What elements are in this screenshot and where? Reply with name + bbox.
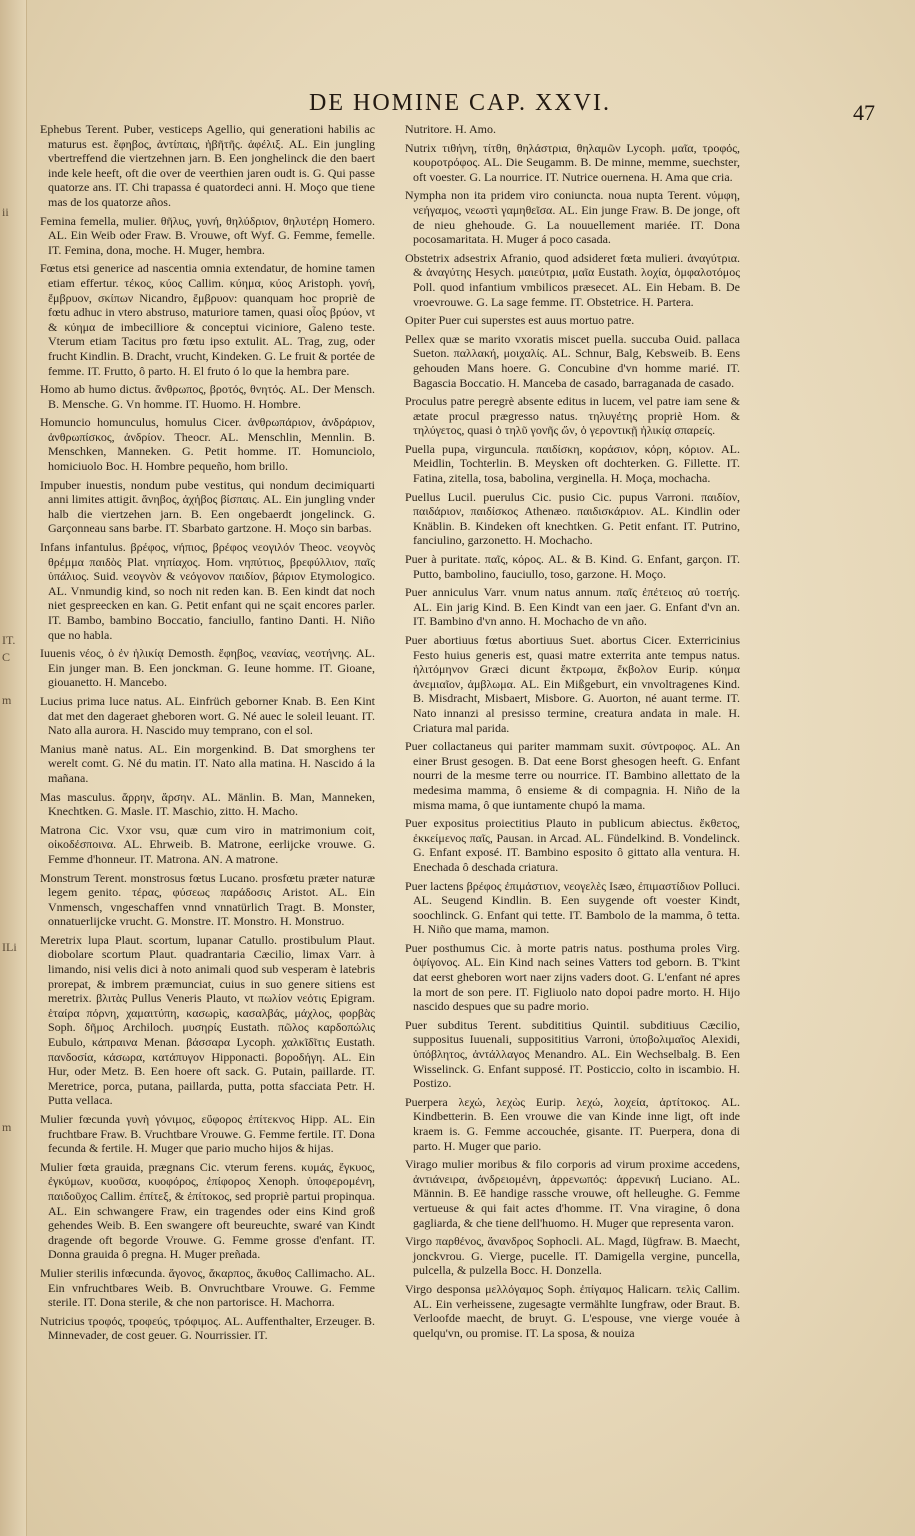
entry-headword: Femina bbox=[40, 213, 76, 228]
entry-headword: Homo bbox=[40, 382, 70, 397]
entry-text: Lucil. puerulus Cic. pusio Cic. pupus Varroni. παιδίον, παιδάριον, παιδίσκος Athenæo. παιδισκάριον. AL. Kindlin oder Knäblin. B. Kindeken oft knechtken. G. Petit enfant. IT. Putrino, fanciulino, garzonetto. H. Mochacho. bbox=[413, 489, 740, 548]
entry-headword: Puer lactens bbox=[405, 878, 464, 893]
entry-headword: Mulier fœcunda bbox=[40, 1112, 121, 1126]
entry-text: non ita pridem viro coniuncta. noua nupta Terent. νύμφη, νεήγαμος, νεωστὶ γαμηθεῖσα. AL. Ein junge Fraw. B. De jonge, oft de nieu ghehoude. G. La nouuellement mariée. IT. Dona pocosamaritata. H. Muger á poco casada. bbox=[413, 188, 740, 247]
dictionary-entry bbox=[405, 1018, 740, 1091]
running-head: DE HOMINE CAP. XXVI. bbox=[309, 90, 611, 116]
entry-text: grauida, prægnans Cic. vterum ferens. κυμάς, ἔγκυος, ἐγκύμων, κυοῦσα, κυοφόρος, ἐπίφορος Xenoph. ὑποφερομένη, παιδοῦχος Callim. ἐπίτεξ, & ἐπίτοκος, sed propriè partui propinqua. AL. Ein schwangere Fraw, ein tragendes oder eins Kind groß gehendes Weib. B. Een swangere oft beureuchte, swaré van Kindt dragende oft begorde Vrouwe. G. Femme grosse d'enfant. IT. Donna grauida ô pregna. H. Muger preñada. bbox=[48, 1159, 376, 1262]
entry-headword: Matrona bbox=[40, 822, 81, 837]
dictionary-entry bbox=[405, 313, 740, 328]
margin-mark: ILi bbox=[2, 940, 17, 954]
entry-text: τιθήνη, τίτθη, θηλάστρια, θηλαμῶν Lycoph. μαῖα, τροφός, κουροτρόφος. AL. Die Seugamm. B. De minne, memme, suechster, oft voester. G. La nourrice. IT. Nutrice ouernena. H. Ama que cria. bbox=[413, 140, 740, 184]
entry-headword: Puer subditus bbox=[405, 1017, 478, 1032]
entry-text: à puritate. παῖς, κόρος. AL. & B. Kind. G. Enfant, garçon. IT. Putto, bambolino, fauciullo, toso, garzone. H. Moço. bbox=[413, 552, 740, 581]
entry-text: Cic. à morte patris natus. posthuma proles Virg. ὀψίγονος. AL. Ein Kind nach seines Vatters tod geborn. B. T'kint dat eerst gheboren wort naer zijns vaders doot. G. L'enfant né apres la mort de son pere. IT. Figliuolo nato dopoi padre morto. H. Hijo nascido despues que su padre morio. bbox=[413, 940, 741, 1014]
entry-text: proiectitius Plauto in publicum abiectus. ἔκθετος, ἐκκείμενος παῖς, Pausan. in Arcad. AL. Fündelkind. B. Vondelinck. G. Enfant exposé. IT. Bambino esposito ô gittato alla ventura. H. Enechada ô deschada criatura. bbox=[413, 816, 740, 874]
entry-text: μελλόγαμος Soph. ἐπίγαμος Halicarn. τελὶς Callim. AL. Ein verheissene, zugesagte vermählte Iungfraw, oder Braut. B. Verloofde maecht, de bruyt. G. L'espouse, vne vierge vouée à quelqu'vn, ou promise. IT. La sposa, & nouiza bbox=[413, 1281, 741, 1340]
entry-headword: Infans bbox=[40, 540, 70, 555]
entry-text: pupa, virguncula. παιδίσκη, κοράσιον, κόρη, κόριον. AL. Meidlin, Tochterlin. B. Meysken oft dochterken. G. Fillette. IT. Fatina, zitella, tosa, babolina, verginella. H. Moça, mochacha. bbox=[413, 441, 740, 486]
entry-text: Nutritore. H. Amo. bbox=[405, 122, 496, 136]
entry-text: Varr. vnum natus annum. παῖς ἐπέτειος αὐ τοετής. AL. Ein jarig Kind. B. Een Kindt van een jaer. G. Enfant d'vn an. IT. Bambino d'vn anno. H. Mochacho de vn año. bbox=[413, 585, 741, 629]
entry-headword: Puellus bbox=[405, 489, 441, 504]
entry-headword: Opiter bbox=[405, 313, 436, 328]
entry-text: Puer cui superstes est auus mortuo patre. bbox=[438, 313, 635, 328]
entry-headword: Puerpera bbox=[405, 1094, 448, 1109]
dictionary-entry bbox=[40, 415, 375, 473]
dictionary-entry bbox=[40, 1112, 375, 1156]
entry-text: Terent. Puber, vesticeps Agellio, qui generationi habilis ac maturus est. ἔφηβος, ἀντίπαις, ἡβῆτῆς. ἀφέλιξ. AL. Ein jungling vbertreffend die viertzehnen jarn. B. Een jonghelinck die den baert inde kele heeft, oft die over de veerthien jaren oudt is. G. Qui passe quatorze ans. IT. Chi trapassa é quatordeci anni. H. Moço que tiene mas de los quatorze años. bbox=[48, 122, 375, 209]
dictionary-entry bbox=[405, 1282, 740, 1340]
entry-headword: Meretrix bbox=[40, 932, 82, 947]
dictionary-entry bbox=[405, 739, 740, 812]
dictionary-entry bbox=[40, 478, 375, 536]
margin-mark: IT. bbox=[2, 633, 16, 647]
margin-mark: ii bbox=[2, 205, 9, 219]
dictionary-entry bbox=[405, 1157, 740, 1230]
entry-text: homunculus, homulus Cicer. ἀνθρωπάριον, ἀνδράριον, ἀνθρωπίσκος, ἀνδρίον. Theocr. AL. Menschlin, Mennlin. B. Menschken, Manneken. G. Petit homme. IT. Homunciolo, homiciuolo Boc. H. Hombre pequeño, hom brillo. bbox=[48, 415, 376, 474]
dictionary-entry bbox=[405, 188, 740, 246]
dictionary-entry bbox=[405, 816, 740, 874]
entry-headword: Puer bbox=[405, 552, 427, 567]
entry-headword: Puella bbox=[405, 441, 435, 456]
dictionary-entry bbox=[405, 251, 740, 309]
entry-text: lupa Plaut. scortum, lupanar Catullo. prostibulum Plaut. diobolare scortum Plaut. quadrantaria Cæcilio, limax Varr. à limando, nisi velis dici à noto animali quod sub vesperam è latebris prorepat, & imbrem præmunciat, cuius in suo genere sitiens est meretrix. βλιτὰς Pullus Veneris Plauto, vt πωλίον νεότις Epigram. ἑταίρα πόρνη, χαμαιτύπη, κασωρὶς, κασαλβάς, μάχλος, φορβὰς Soph. δῆμος Archiloch. μυσηρίς Eustath. πῶλος καρδοπώλις Eubulo, κάπραινα Menan. βάσσαρα Lycoph. χαλκῖδῖτις Eustath. πανδοσία, κάσωρα, κατάπυγον Hipponacti. βοροδήγη. AL. Ein Hur, oder Metz. B. Een hoere oft sack. G. Putain, paillarde. IT. Meretrice, porca, putana, paillarda, putta, potta sfacciata Petr. H. Putta vellaca. bbox=[48, 932, 375, 1108]
dictionary-entry bbox=[405, 332, 740, 390]
entry-headword: Proculus bbox=[405, 394, 447, 409]
entry-headword: Puer anniculus bbox=[405, 585, 479, 600]
entry-headword: Fœtus bbox=[40, 261, 70, 276]
dictionary-entry bbox=[40, 742, 375, 786]
entry-text: βρέφος ἐπιμάστιον, νεογελὲς Isæo, ἐπιμαστίδιον Polluci. AL. Seugend Kindlin. B. Een suygende oft voester Kindt, soochlinck. G. Enfant qui tette. IT. Bambolo de la mamma, ô tetta. H. Niño que mama, mamon. bbox=[413, 878, 741, 937]
entry-headword: Virgo desponsa bbox=[405, 1281, 481, 1296]
entry-text: Terent. monstrosus fœtus Lucano. prosfœtu præter naturæ legem genito. τέρας, φύσεως παράδοσις Aristot. AL. Ein Vnmensch, vngeschaffen vnnd vnnatürlich Tragt. B. Monster, onnatuerlijcke vrucht. G. Monstre. IT. Monstro. H. Monstruo. bbox=[48, 870, 375, 929]
entry-headword: Pellex bbox=[405, 331, 435, 346]
dictionary-entry bbox=[40, 1160, 375, 1262]
entry-headword: Impuber bbox=[40, 477, 81, 492]
entry-text: Cic. Vxor vsu, quæ cum viro in matrimonium coit, οἰκοδέσποινα. AL. Ehrweib. B. Matrone, eerlijcke vrouwe. G. Femme d'honneur. IT. Matrona. AN. A matrone. bbox=[48, 822, 375, 866]
dictionary-entry bbox=[405, 1234, 740, 1278]
facing-page-margin bbox=[0, 0, 27, 1536]
entry-headword: Nutricius bbox=[40, 1313, 85, 1328]
entry-text: femella, mulier. θῆλυς, γυνή, θηλύδριον, θηλυτέρη Homero. AL. Ein Weib oder Fraw. B. Vrouwe, oft Wyf. G. Femme, femelle. IT. Femina, dona, moche. H. Muger, hembra. bbox=[48, 213, 375, 257]
margin-mark: C bbox=[2, 650, 11, 664]
dictionary-entry bbox=[405, 585, 740, 629]
entry-text: adsestrix Afranio, quod adsideret fœta mulieri. ἀναγύτρια. & ἀναγύτης Hesych. μαιεύτρια, μαῖα Eustath. λοχία, ὀμφαλοτόμος Poll. quod infantium vmbilicos præsecet. AL. Ein Hebam. B. De vroevrouwe. G. La sage femme. IT. Obstetrice. H. Partera. bbox=[413, 250, 740, 309]
dictionary-entry bbox=[405, 879, 740, 937]
page-number: 47 bbox=[853, 100, 875, 125]
entry-headword: Lucius bbox=[40, 693, 73, 708]
entry-text: manè natus. AL. Ein morgenkind. B. Dat smorghens ter werelt comt. G. Né du matin. IT. Nato alla matina. H. Nascido á la mañana. bbox=[48, 741, 376, 785]
entry-headword: Homuncio bbox=[40, 415, 91, 430]
dictionary-entry bbox=[40, 871, 375, 929]
entry-headword: Virgo bbox=[405, 1234, 433, 1249]
entry-text: inuestis, nondum pube vestitus, qui nondum decimiquarti anni limites attigit. ἄνηβος, ἀχήβος βίσπαις. AL. Ein jungling vnder halb die viertzehen jarn. B. Een ongebaerdt jongelinck. G. Garçonneau sans barbe. IT. Sbarbato gartzone. H. Moço sin barbas. bbox=[48, 477, 376, 536]
entry-headword: Nympha bbox=[405, 188, 447, 203]
entry-headword: Mulier fœta bbox=[40, 1159, 100, 1174]
entry-text: mulier moribus & filo corporis ad virum proxime accedens, ἀντιάνειρα, ἀνδρειομένη, ἀρρενωπός: ἀρρενική Luciano. AL. Männin. B. Eē handige rassche vrouwe, oft helleughe. G. Femme vertueuse & qui fait actes d'homme. IT. Vna viragine, ô dona gagliarda, & che tiene dell'huomo. H. Muger que representa varon. bbox=[413, 1157, 741, 1230]
entry-headword: Puer posthumus bbox=[405, 940, 485, 955]
dictionary-entry bbox=[40, 261, 375, 378]
entry-text: γυνὴ γόνιμος, εὔφορος ἐπίτεκνος Hipp. AL. Ein fruchtbare Fraw. B. Vruchtbare Vrouwe. G. Femme fertile. IT. Dona fecunda & fertile. H. Muger que pario mucho hijos & hijas. bbox=[48, 1112, 375, 1156]
entry-text: λεχώ, λεχὼς Eurip. λεχώ, λοχεία, ἀρτίτοκος. AL. Kindbetterin. B. Een vrouwe die van Kinde inne ligt, oft inde kraem is. G. Femme accouchée, gisante. IT. Puerpera, dona di parto. H. Muger que pario. bbox=[413, 1094, 741, 1153]
dictionary-entry bbox=[40, 214, 375, 258]
dictionary-entry bbox=[405, 552, 740, 581]
entry-text: etsi generice ad nascentia omnia extendatur, de homine tamen etiam effertur. τέκος, κύος Callim. κύημα, κύος Aristoph. γονή, ἔμβρυον, σκίπων Nicandro, ἔμβρυον: quanquam hoc propriè de fœtu adhuc in vtero abstruso, maturiore tamen, quasi οἷος βρύον, vt & κύημα de imbecilliore & conceptui viciniore, Galeno teste. Vterum etiam Tacitus pro fœtu ipso extulit. AL. Trag, zug, oder frucht Kindlin. B. Dracht, vrucht, Kindeken. G. Le fruit & portée de femme. IT. Frutto, ô parto. H. El fruto ó lo que la hembra pare. bbox=[48, 261, 375, 378]
entry-headword: Virago bbox=[405, 1157, 438, 1172]
entry-text: prima luce natus. AL. Einfrüch geborner Knab. B. Een Kint dat met den dageraet gheboren wort. G. Né auec le soleil leuant. IT. Nato alla aurora. H. Nascido muy temprano, con el sol. bbox=[48, 693, 375, 738]
dictionary-entry bbox=[405, 941, 740, 1014]
entry-text: παρθένος, ἄνανδρος Sophocli. AL. Magd, Iügfraw. B. Maecht, jonckvrou. G. Vierge, pucelle. IT. Damigella vergine, puncella, pulcella, & pulzella Bocc. H. Donzella. bbox=[413, 1234, 740, 1278]
entry-text: τροφός, τροφεύς, τρόφιμος. AL. Auffenthalter, Erzeuger. B. Minnevader, de cost geuer. G. Nourrissier. IT. bbox=[48, 1313, 375, 1343]
entry-headword: Monstrum bbox=[40, 870, 91, 885]
entry-text: quæ se marito vxoratis miscet puella. succuba Ouid. pallaca Sueton. παλλακή, μοιχαλίς. AL. Schnur, Balg, Kebsweib. B. Eens gehouden Mans hoere. G. Concubine d'vn homme marié. IT. Bagascia Boccatio. H. Manceba de casado, barraganada de casado. bbox=[413, 331, 741, 390]
entry-headword: Ephebus bbox=[40, 122, 82, 136]
entry-headword: Manius bbox=[40, 741, 76, 756]
entry-text: patre peregrè absente editus in lucem, vel patre iam sene & ætate procul prægresso natus. τηλυγέτης propriè Hom. & τηλύγετος, quasi ὁ τηλῦ γονῆς ὤν, ὁ γεροντικῇ ἡλικίᾳ σπαρείς. bbox=[413, 394, 741, 438]
dictionary-entry bbox=[40, 122, 375, 210]
dictionary-entry bbox=[405, 122, 740, 137]
dictionary-entry bbox=[405, 394, 740, 438]
dictionary-entry bbox=[405, 141, 740, 185]
entry-headword: Puer collactaneus bbox=[405, 739, 492, 754]
dictionary-entry bbox=[40, 933, 375, 1108]
entry-headword: Obstetrix bbox=[405, 250, 450, 265]
entry-headword: Puer abortiuus bbox=[405, 633, 479, 647]
right-column bbox=[405, 122, 740, 1344]
entry-headword: Mas bbox=[40, 789, 61, 804]
entry-text: fœtus abortiuus Suet. abortus Cicer. Exterricinius Festo huius generis est, quasi matre exterrita ante tempus natus. ἠλιτόμηνον Græci dicunt ἔκτρωμα, ἔκβολον Eurip. κύημα ἀνεμιαῖον, ἀμβλωμα. AL. Ein Mißgeburt, ein vnvoltragenes Kind. B. Misdracht, Misbaert, Misbore. G. Auorton, né auant terme. IT. Nato innanzi al presisso termine, creatura andata in male. H. Criatura mal parida. bbox=[413, 633, 741, 735]
entry-text: qui pariter mammam suxit. σύντροφος. AL. An einer Brust gesogen. B. Dat eene Borst ghesogen heeft. G. Enfant nourri de la mesme terre ou nourrice. IT. Bambino allettato de la medesima mamma, ô ensieme & di compagnia. H. Niño de la misma mama, ô que iuntamente chupó la mama. bbox=[413, 739, 741, 812]
dictionary-entry bbox=[405, 1095, 740, 1153]
dictionary-entry bbox=[405, 442, 740, 486]
dictionary-entry bbox=[405, 490, 740, 548]
entry-text: infœcunda. ἄγονος, ἄκαρπος, ἄκυθος Callimacho. AL. Ein vnfruchtbares Weib. B. Onvruchtbare Vrouwe. G. Femme sterile. IT. Dona sterile, & che non partorisce. H. Machorra. bbox=[48, 1265, 375, 1310]
dictionary-entry bbox=[40, 1266, 375, 1310]
entry-text: νέος, ὁ ἐν ἡλικίᾳ Demosth. ἔφηβος, νεανίας, νεοτήνης. AL. Ein junger man. B. Een jonckman. G. Ieune homme. IT. Gioane, giouanetto. H. Mancebo. bbox=[48, 646, 375, 690]
entry-headword: Nutrix bbox=[405, 140, 437, 155]
dictionary-entry bbox=[40, 646, 375, 690]
entry-headword: Mulier sterilis bbox=[40, 1265, 109, 1280]
left-column bbox=[40, 122, 375, 1347]
dictionary-entry bbox=[40, 694, 375, 738]
entry-text: Terent. subdititius Quintil. subditiuus Cæcilio, suppositus Iuuenali, supposititius Varroni, ὑποβολιμαῖος Alexidi, ὑπόβλητος, ἀντάλλαγος Menandro. AL. Ein Wechselbalg. B. Een Wisselinck. G. Enfant supposé. IT. Posticcio, colto in iscambio. H. Postizo. bbox=[413, 1017, 740, 1091]
dictionary-entry bbox=[405, 633, 740, 735]
margin-mark: m bbox=[2, 693, 12, 707]
dictionary-entry bbox=[40, 1314, 375, 1343]
margin-mark: m bbox=[2, 1120, 12, 1134]
entry-text: infantulus. βρέφος, νήπιος, βρέφος νεογιλόν Theoc. νεογνὸς θρέμμα παιδὸς Plat. νηπίαχος. Hom. νηπύτιος, βρεφύλλιον, παῖς ὑπάλιος. Suid. νεογνὸν & νεόγονον παιδίον, βάριον Etymologico. AL. Vnmundig kind, so noch nit reden kan. B. Een kindt dat noch niet gespreecken en kan. G. Petit enfant qui ne sçait encores parler. IT. Bambo, bambino Boccatio, fanciullo, fantino Danti. H. Niño que no habla. bbox=[48, 540, 375, 642]
dictionary-entry bbox=[40, 382, 375, 411]
dictionary-entry bbox=[40, 540, 375, 642]
dictionary-entry bbox=[40, 823, 375, 867]
entry-text: ab humo dictus. ἄνθρωπος, βροτός, θνητός. AL. Der Mensch. B. Mensche. G. Vn homme. IT. Huomo. H. Hombre. bbox=[48, 382, 376, 411]
dictionary-entry bbox=[40, 790, 375, 819]
entry-headword: Iuuenis bbox=[40, 646, 76, 661]
entry-headword: Puer expositus bbox=[405, 816, 479, 831]
entry-text: masculus. ἄρρην, ἄρσην. AL. Mänlin. B. Man, Manneken, Knechtken. G. Masle. IT. Maschio, zitto. H. Macho. bbox=[48, 789, 375, 819]
